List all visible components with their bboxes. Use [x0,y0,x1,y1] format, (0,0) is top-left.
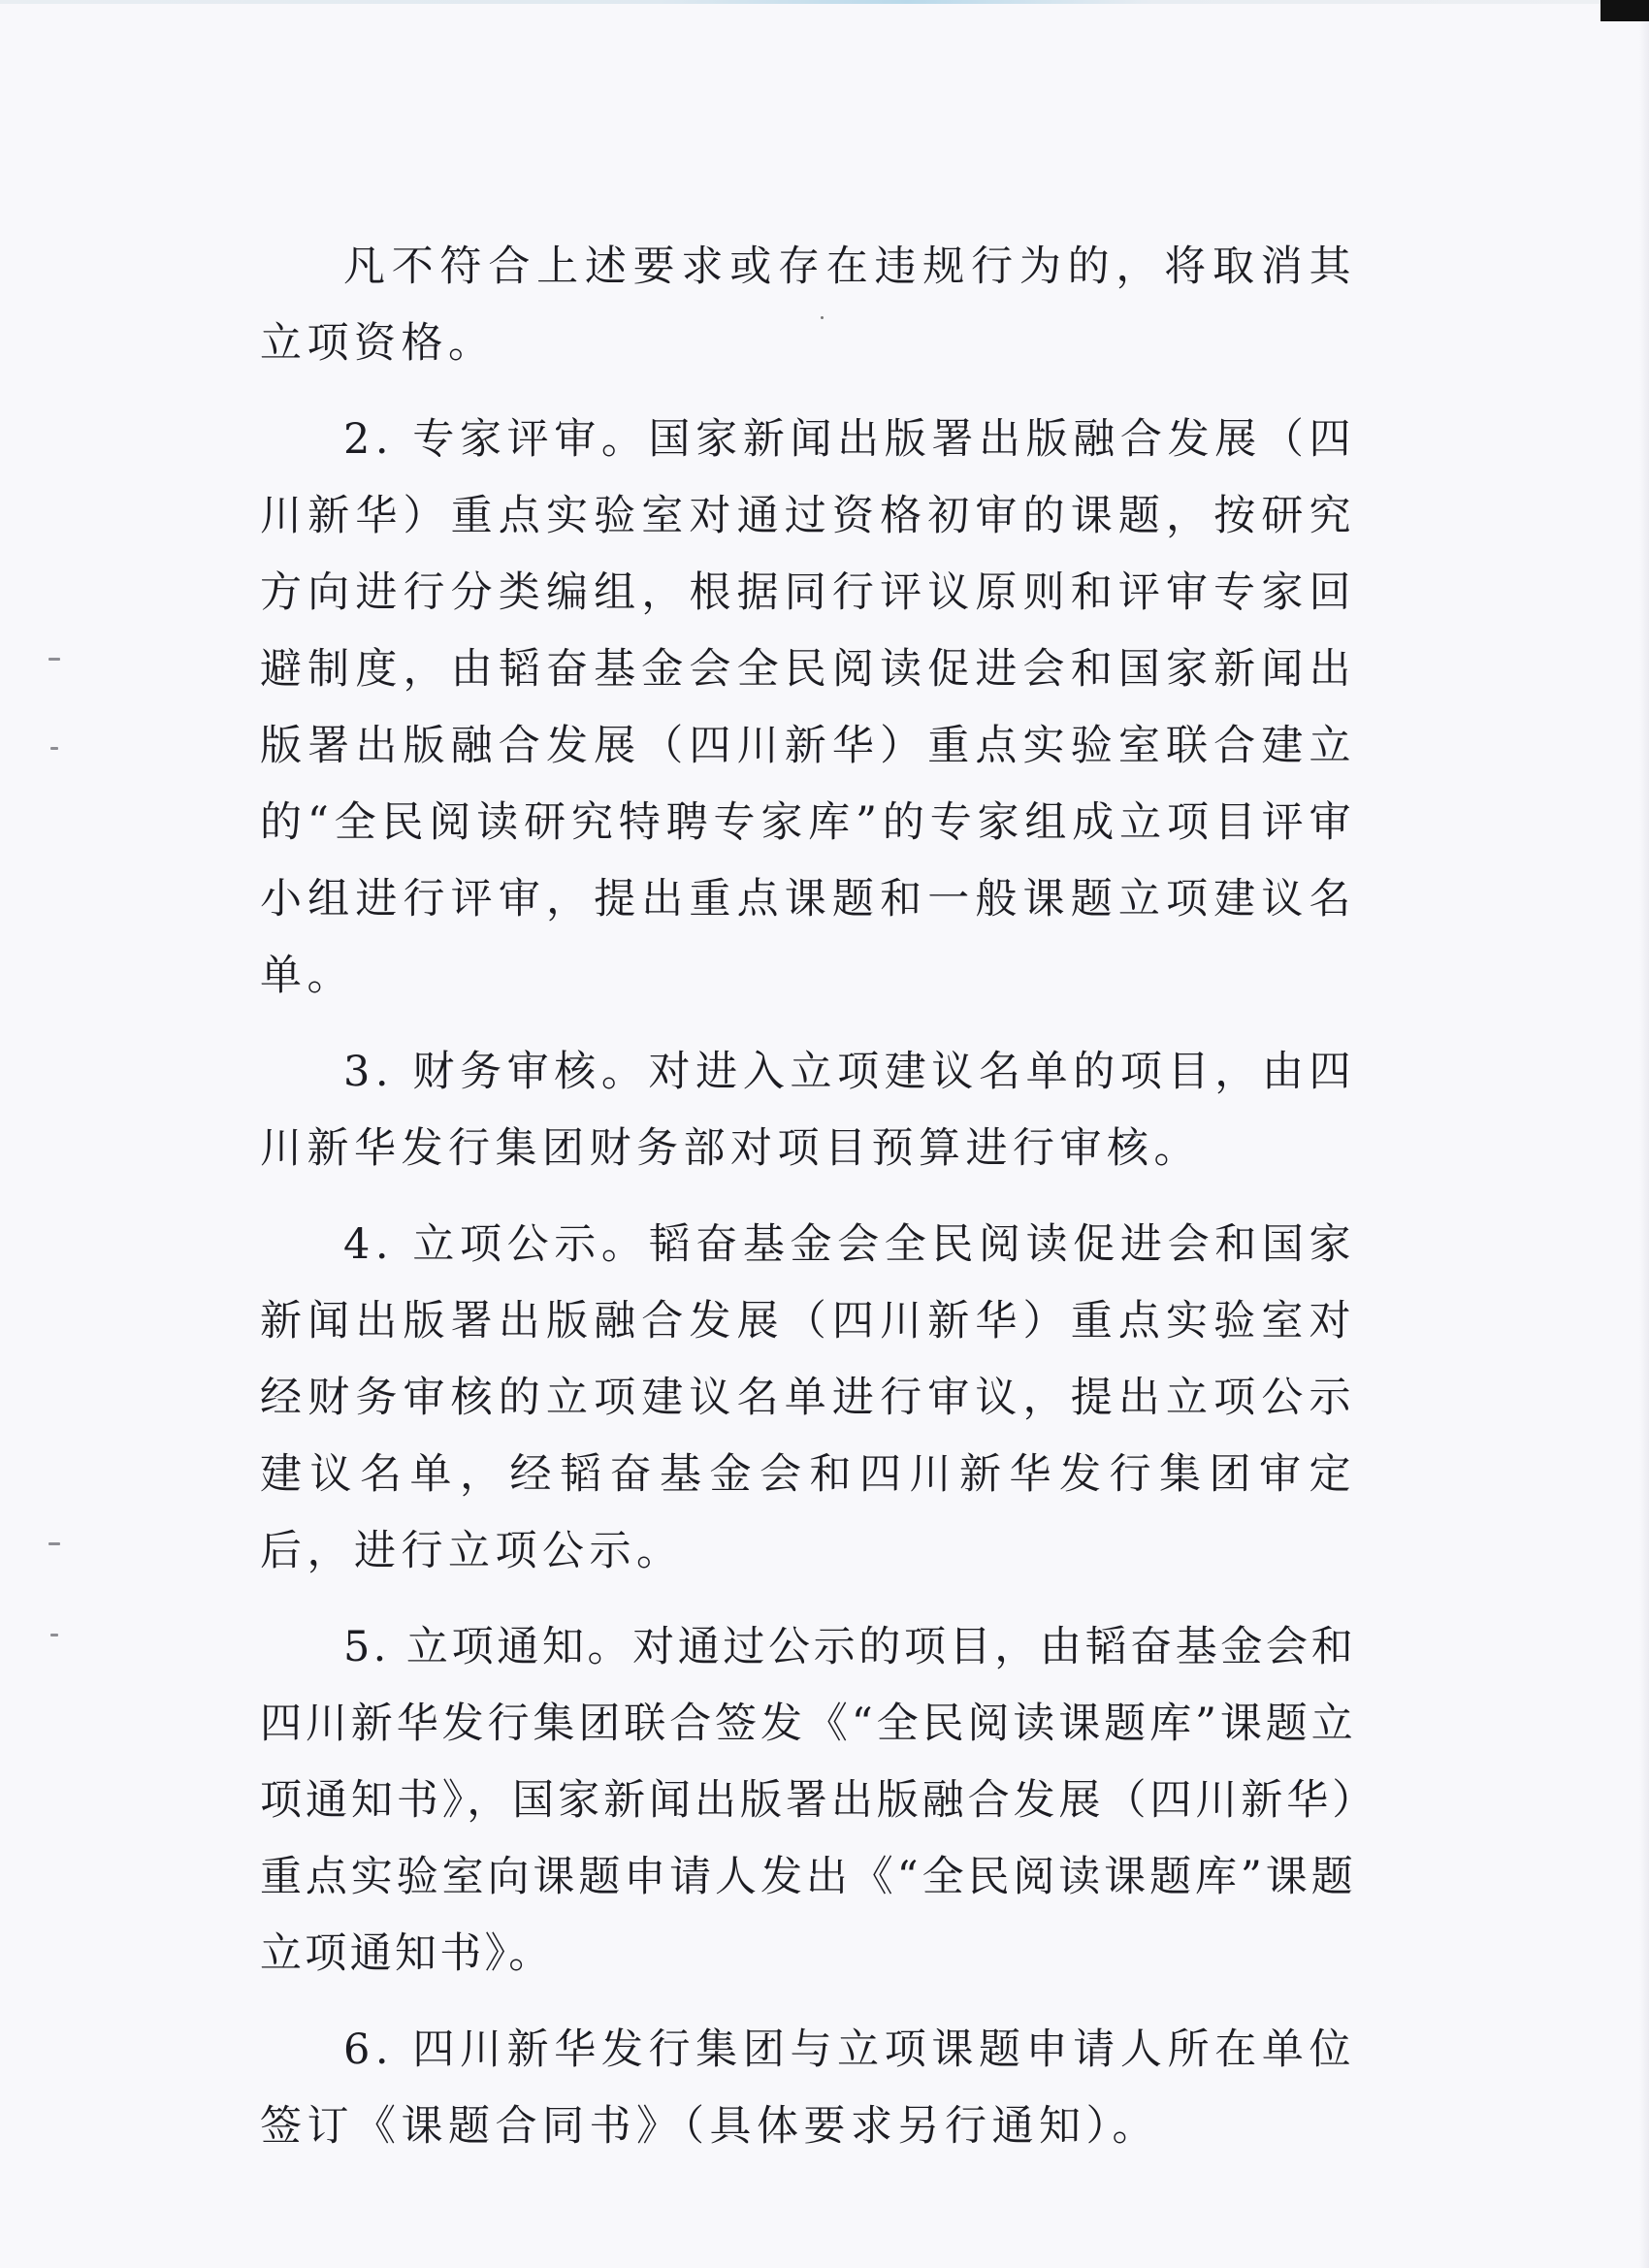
scan-corner-mark [1600,0,1649,21]
paragraph-project-publicity: 4. 立项公示。韬奋基金会全民阅读促进会和国家新闻出版署出版融合发展（四川新华）重点实验室对经财务审核的立项建议名单进行审议，提出立项公示建议名单，经韬奋基金会和四川新华发行集团审定后，进行立项公示。 [260,1220,1356,1575]
binding-hole-mark [50,747,58,750]
paragraph-contract-signing: 6. 四川新华发行集团与立项课题申请人所在单位签订《课题合同书》（具体要求另行通知）。 [260,2025,1356,2151]
scan-top-edge [0,0,1649,4]
paragraph-project-notice: 5. 立项通知。对通过公示的项目，由韬奋基金会和四川新华发行集团联合签发《“全民阅读课题库”课题立项通知书》，国家新闻出版署出版融合发展（四川新华）重点实验室向课题申请人发出《“全民阅读课题库”课题立项通知书》。 [260,1623,1356,1978]
paragraph-financial-audit: 3. 财务审核。对进入立项建议名单的项目，由四川新华发行集团财务部对项目预算进行审核。 [260,1048,1356,1173]
binding-hole-mark [48,1542,60,1545]
scan-right-edge [1639,21,1649,2268]
paragraph-expert-review: 2. 专家评审。国家新闻出版署出版融合发展（四川新华）重点实验室对通过资格初审的课题，按研究方向进行分类编组，根据同行评议原则和评审专家回避制度，由韬奋基金会全民阅读促进会和国家新闻出版署出版融合发展（四川新华）重点实验室联合建立的“全民阅读研究特聘专家库”的专家组成立项目评审小组进行评审，提出重点课题和一般课题立项建议名单。 [260,415,1356,1000]
binding-hole-mark [50,1634,58,1636]
paragraph-disqualification: 凡不符合上述要求或存在违规行为的，将取消其立项资格。 [260,243,1356,368]
document-body [260,229,1356,2185]
binding-hole-mark [48,658,60,661]
